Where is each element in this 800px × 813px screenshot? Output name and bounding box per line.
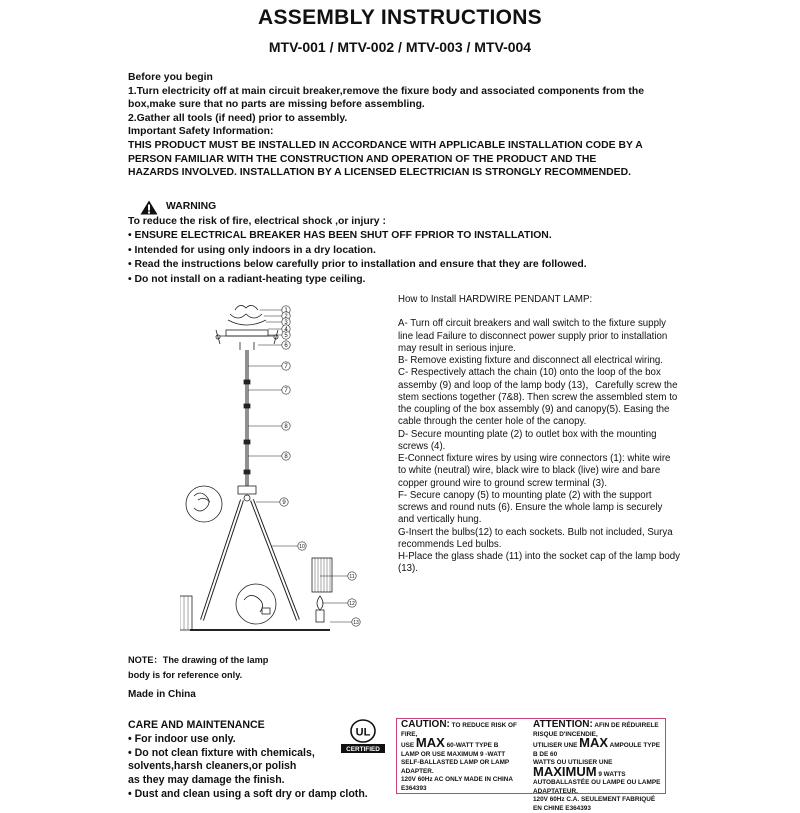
intro-line: PERSON FAMILIAR WITH THE CONSTRUCTION AND OPERATION OF THE PRODUCT AND THE bbox=[128, 153, 597, 165]
caution-label bbox=[396, 718, 666, 812]
care-line: • Do not clean fixture with chemicals, bbox=[128, 746, 315, 759]
intro-line: Before you begin bbox=[128, 72, 213, 83]
model-numbers: MTV-001 / MTV-002 / MTV-003 / MTV-004 bbox=[268, 39, 532, 55]
warning-line: To reduce the risk of fire, electrical shock ,or injury : bbox=[128, 216, 386, 227]
warning-heading: WARNING bbox=[128, 200, 678, 215]
warning-line: • Intended for using only indoors in a dry location. bbox=[128, 244, 376, 256]
callout-6: 6 bbox=[284, 343, 288, 349]
warning-line: • Do not install on a radiant-heating type ceiling. bbox=[128, 273, 366, 285]
warning-triangle-icon bbox=[140, 200, 158, 215]
care-line: • Dust and clean using a soft dry or damp cloth. bbox=[128, 787, 368, 800]
callout-8b: 8 bbox=[284, 454, 288, 460]
callout-11: 11 bbox=[349, 574, 355, 580]
warning-line: • ENSURE ELECTRICAL BREAKER HAS BEEN SHUT OFF FPRIOR TO INSTALLATION. bbox=[128, 230, 552, 242]
ul-letters: UL bbox=[355, 726, 371, 739]
care-line: as they may damage the finish. bbox=[128, 774, 285, 787]
callout-7b: 7 bbox=[284, 388, 288, 394]
callout-2: 2 bbox=[284, 314, 288, 320]
callout-7a: 7 bbox=[284, 364, 288, 370]
care-heading: CARE AND MAINTENANCE bbox=[128, 719, 265, 731]
install-instructions bbox=[398, 294, 680, 576]
install-step: E-Connect fixture wires by using wire connectors (1): white wire to white (neutral) wire, black wire to black (live) wire and bare copper ground wire to ground screw terminal (3). bbox=[398, 453, 671, 489]
install-step: A- Turn off circuit breakers and wall switch to the fixture supply line lead Failure to disconnect power supply prior to installation may result in serious injure. bbox=[398, 318, 668, 354]
intro-line: THIS PRODUCT MUST BE INSTALLED IN ACCORDANCE WITH APPLICABLE INSTALLATION CODE BY A bbox=[128, 139, 643, 151]
install-step: F- Secure canopy (5) to mounting plate (2) with the support screws and round nuts (6). Ensure the whole lamp is securely and vertically hung. bbox=[398, 489, 663, 526]
install-step: G-Insert the bulbs(12) to each sockets. Bulb not included, Surya recommends Led bulbs. bbox=[398, 526, 673, 550]
made-in-label: Made in China bbox=[128, 689, 196, 700]
callout-4: 4 bbox=[284, 327, 288, 333]
install-step: H-Place the glass shade (11) into the socket cap of the lamp body (13). bbox=[398, 551, 680, 575]
callout-9: 9 bbox=[282, 500, 286, 506]
install-step: D- Secure mounting plate (2) to outlet box with the mounting screws (4). bbox=[398, 428, 657, 452]
ul-caption: CERTIFIED bbox=[346, 746, 380, 753]
page-title: ASSEMBLY INSTRUCTIONS bbox=[257, 6, 542, 29]
care-line: • For indoor use only. bbox=[128, 732, 236, 745]
drawing-note: NOTE：The drawing of the lamp body is for reference only. bbox=[128, 655, 269, 680]
callout-12: 12 bbox=[349, 601, 355, 607]
callout-1: 1 bbox=[284, 308, 288, 314]
ul-certified-logo bbox=[338, 717, 388, 755]
pendant-lamp-diagram bbox=[180, 300, 380, 645]
warning-line: • Read the instructions below carefully prior to installation and ensure that they are followed. bbox=[128, 259, 587, 271]
intro-line: Important Safety Information: bbox=[128, 126, 274, 138]
warning-section bbox=[128, 200, 678, 287]
callout-10: 10 bbox=[299, 544, 305, 550]
install-step: B- Remove existing fixture and disconnect all electrical wiring. bbox=[398, 355, 663, 366]
install-step: C- Respectively attach the chain (10) onto the loop of the box assemby (9) and loop of the lamp body (13)，Carefully screw the stem sections together (7&8). Then screw the assembled stem to the coupling of the box assembly (9) and canopy(5). Easing the cable through the center hole of the canopy. bbox=[398, 367, 678, 428]
callout-3: 3 bbox=[284, 320, 288, 326]
intro-line: box,make sure that no parts are missing before assembling. bbox=[128, 99, 425, 111]
care-line: solvents,harsh cleaners,or polish bbox=[128, 760, 297, 773]
before-you-begin-section bbox=[128, 71, 678, 180]
intro-line: HAZARDS INVOLVED. INSTALLATION BY A LICENSED ELECTRICIAN IS STRONGLY RECOMMENDED. bbox=[128, 167, 632, 179]
callout-8a: 8 bbox=[284, 424, 288, 430]
intro-line: 2.Gather all tools (if need) prior to assembly. bbox=[128, 112, 348, 124]
callout-13: 13 bbox=[353, 620, 359, 626]
caution-label-english: CAUTION: TO REDUCE RISK OF FIRE, USE MAX 60-WATT TYPE B LAMP OR USE MAXIMUM 9 -WATT SELF-BALLASTED LAMP OR LAMP ADAPTER. 120V 60Hz AC ONLY MADE IN CHINA E364393 bbox=[401, 719, 517, 792]
intro-line: 1.Turn electricity off at main circuit breaker,remove the fixure body and associated components from the bbox=[128, 85, 645, 97]
callout-5: 5 bbox=[284, 333, 288, 339]
install-heading: How to Install HARDWIRE PENDANT LAMP: bbox=[398, 294, 593, 305]
caution-label-french: ATTENTION: AFIN DE RÉDUIRELE RISQUE D'INCENDIE, UTILISER UNE MAX AMPOULE TYPE B DE 60 WATTS OU UTILISER UNE MAXIMUM 9 WATTS AUTOBALLASTÉE OU LAMPE OU LAMPE ADAPTATEUR. 120V 60Hz C.A. SEULEMENT FABRIQUÉ EN CHINE E364393 bbox=[533, 719, 661, 812]
